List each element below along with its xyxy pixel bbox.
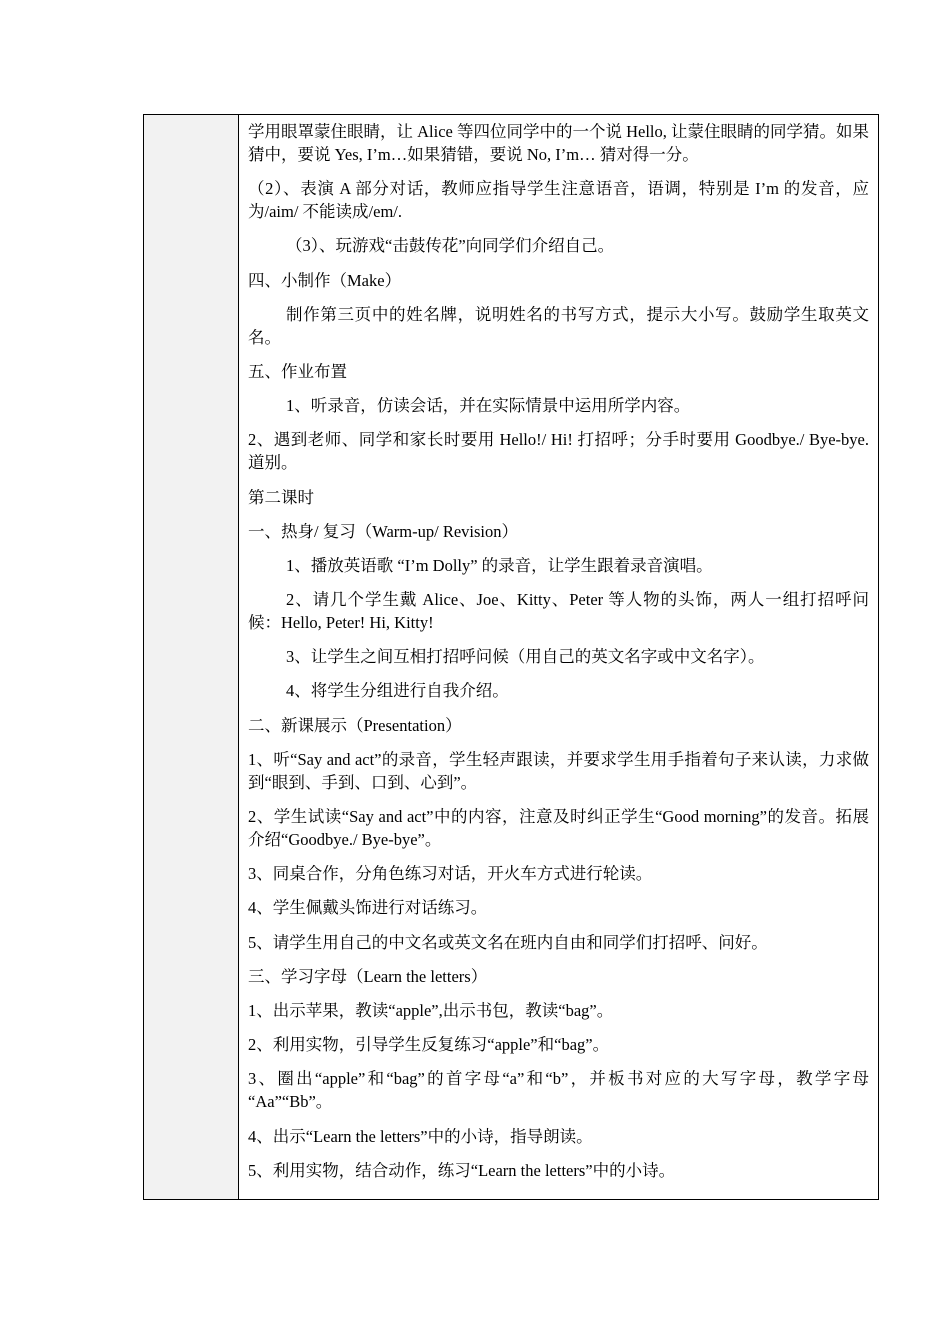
lesson-paragraph: 5、利用实物，结合动作，练习“Learn the letters”中的小诗。	[248, 1160, 676, 1180]
lesson-paragraph: 四、小制作（Make）	[248, 270, 402, 290]
lesson-paragraph: 4、将学生分组进行自我介绍。	[286, 681, 509, 701]
lesson-paragraph: 制作第三页中的姓名牌，说明姓名的书写方式，提示大小写。鼓励学生取英文名。	[248, 304, 869, 347]
lesson-paragraph: 2、利用实物，引导学生反复练习“apple”和“bag”。	[248, 1035, 610, 1055]
lesson-paragraph: 学用眼罩蒙住眼睛，让 Alice 等四位同学中的一个说 Hello, 让蒙住眼睛的同学猜。如果猜中，要说 Yes, I’m…如果猜错，要说 No, I’m… 猜对得一分。	[248, 122, 870, 164]
lesson-paragraph: 4、学生佩戴头饰进行对话练习。	[248, 898, 488, 918]
lesson-paragraph: 1、播放英语歌 “I’m Dolly” 的录音，让学生跟着录音演唱。	[286, 555, 713, 575]
lesson-paragraph: 2、学生试读“Say and act”中的内容，注意及时纠正学生“Good morning”的发音。拓展介绍“Goodbye./ Bye-bye”。	[248, 807, 869, 849]
lesson-paragraph: 3、让学生之间互相打招呼问候（用自己的英文名字或中文名字）。	[286, 647, 765, 667]
label-column-cell	[144, 115, 239, 1199]
lesson-paragraph: 2、请几个学生戴 Alice、Joe、Kitty、Peter 等人物的头饰，两人一组打招呼问候：Hello, Peter! Hi, Kitty!	[248, 590, 869, 633]
lesson-paragraph: 三、学习字母（Learn the letters）	[248, 966, 488, 986]
lesson-paragraph: 第二课时	[248, 487, 314, 507]
lesson-plan-table	[143, 114, 879, 1200]
lesson-paragraph: 3、圈出“apple”和“bag”的首字母“a”和“b”，并板书对应的大写字母，教学字母 “Aa”“Bb”。	[248, 1069, 869, 1112]
lesson-paragraph: 4、出示“Learn the letters”中的小诗，指导朗读。	[248, 1126, 593, 1146]
lesson-paragraph: 5、请学生用自己的中文名或英文名在班内自由和同学们打招呼、问好。	[248, 932, 768, 952]
lesson-paragraph: 1、听录音，仿读会话，并在实际情景中运用所学内容。	[286, 396, 691, 416]
content-column-cell	[239, 115, 878, 1199]
lesson-paragraph: 1、听“Say and act”的录音，学生轻声跟读，并要求学生用手指着句子来认读，力求做到“眼到、手到、口到、心到”。	[248, 749, 869, 792]
lesson-paragraph: 2、遇到老师、同学和家长时要用 Hello!/ Hi! 打招呼；分手时要用 Goodbye./ Bye-bye.道别。	[248, 430, 869, 473]
lesson-paragraph: 一、热身/ 复习（Warm-up/ Revision）	[248, 521, 518, 541]
lesson-paragraph: 二、新课展示（Presentation）	[248, 715, 462, 735]
lesson-paragraph: 3、同桌合作，分角色练习对话，开火车方式进行轮读。	[248, 864, 653, 884]
lesson-paragraph: 五、作业布置	[248, 361, 347, 381]
lesson-paragraph: 1、出示苹果，教读“apple”,出示书包，教读“bag”。	[248, 1000, 614, 1020]
lesson-paragraph: （3）、玩游戏“击鼓传花”向同学们介绍自己。	[286, 236, 615, 256]
lesson-paragraph: （2）、表演 A 部分对话，教师应指导学生注意语音，语调，特别是 I’m 的发音，应为/aim/ 不能读成/em/.	[248, 179, 869, 222]
